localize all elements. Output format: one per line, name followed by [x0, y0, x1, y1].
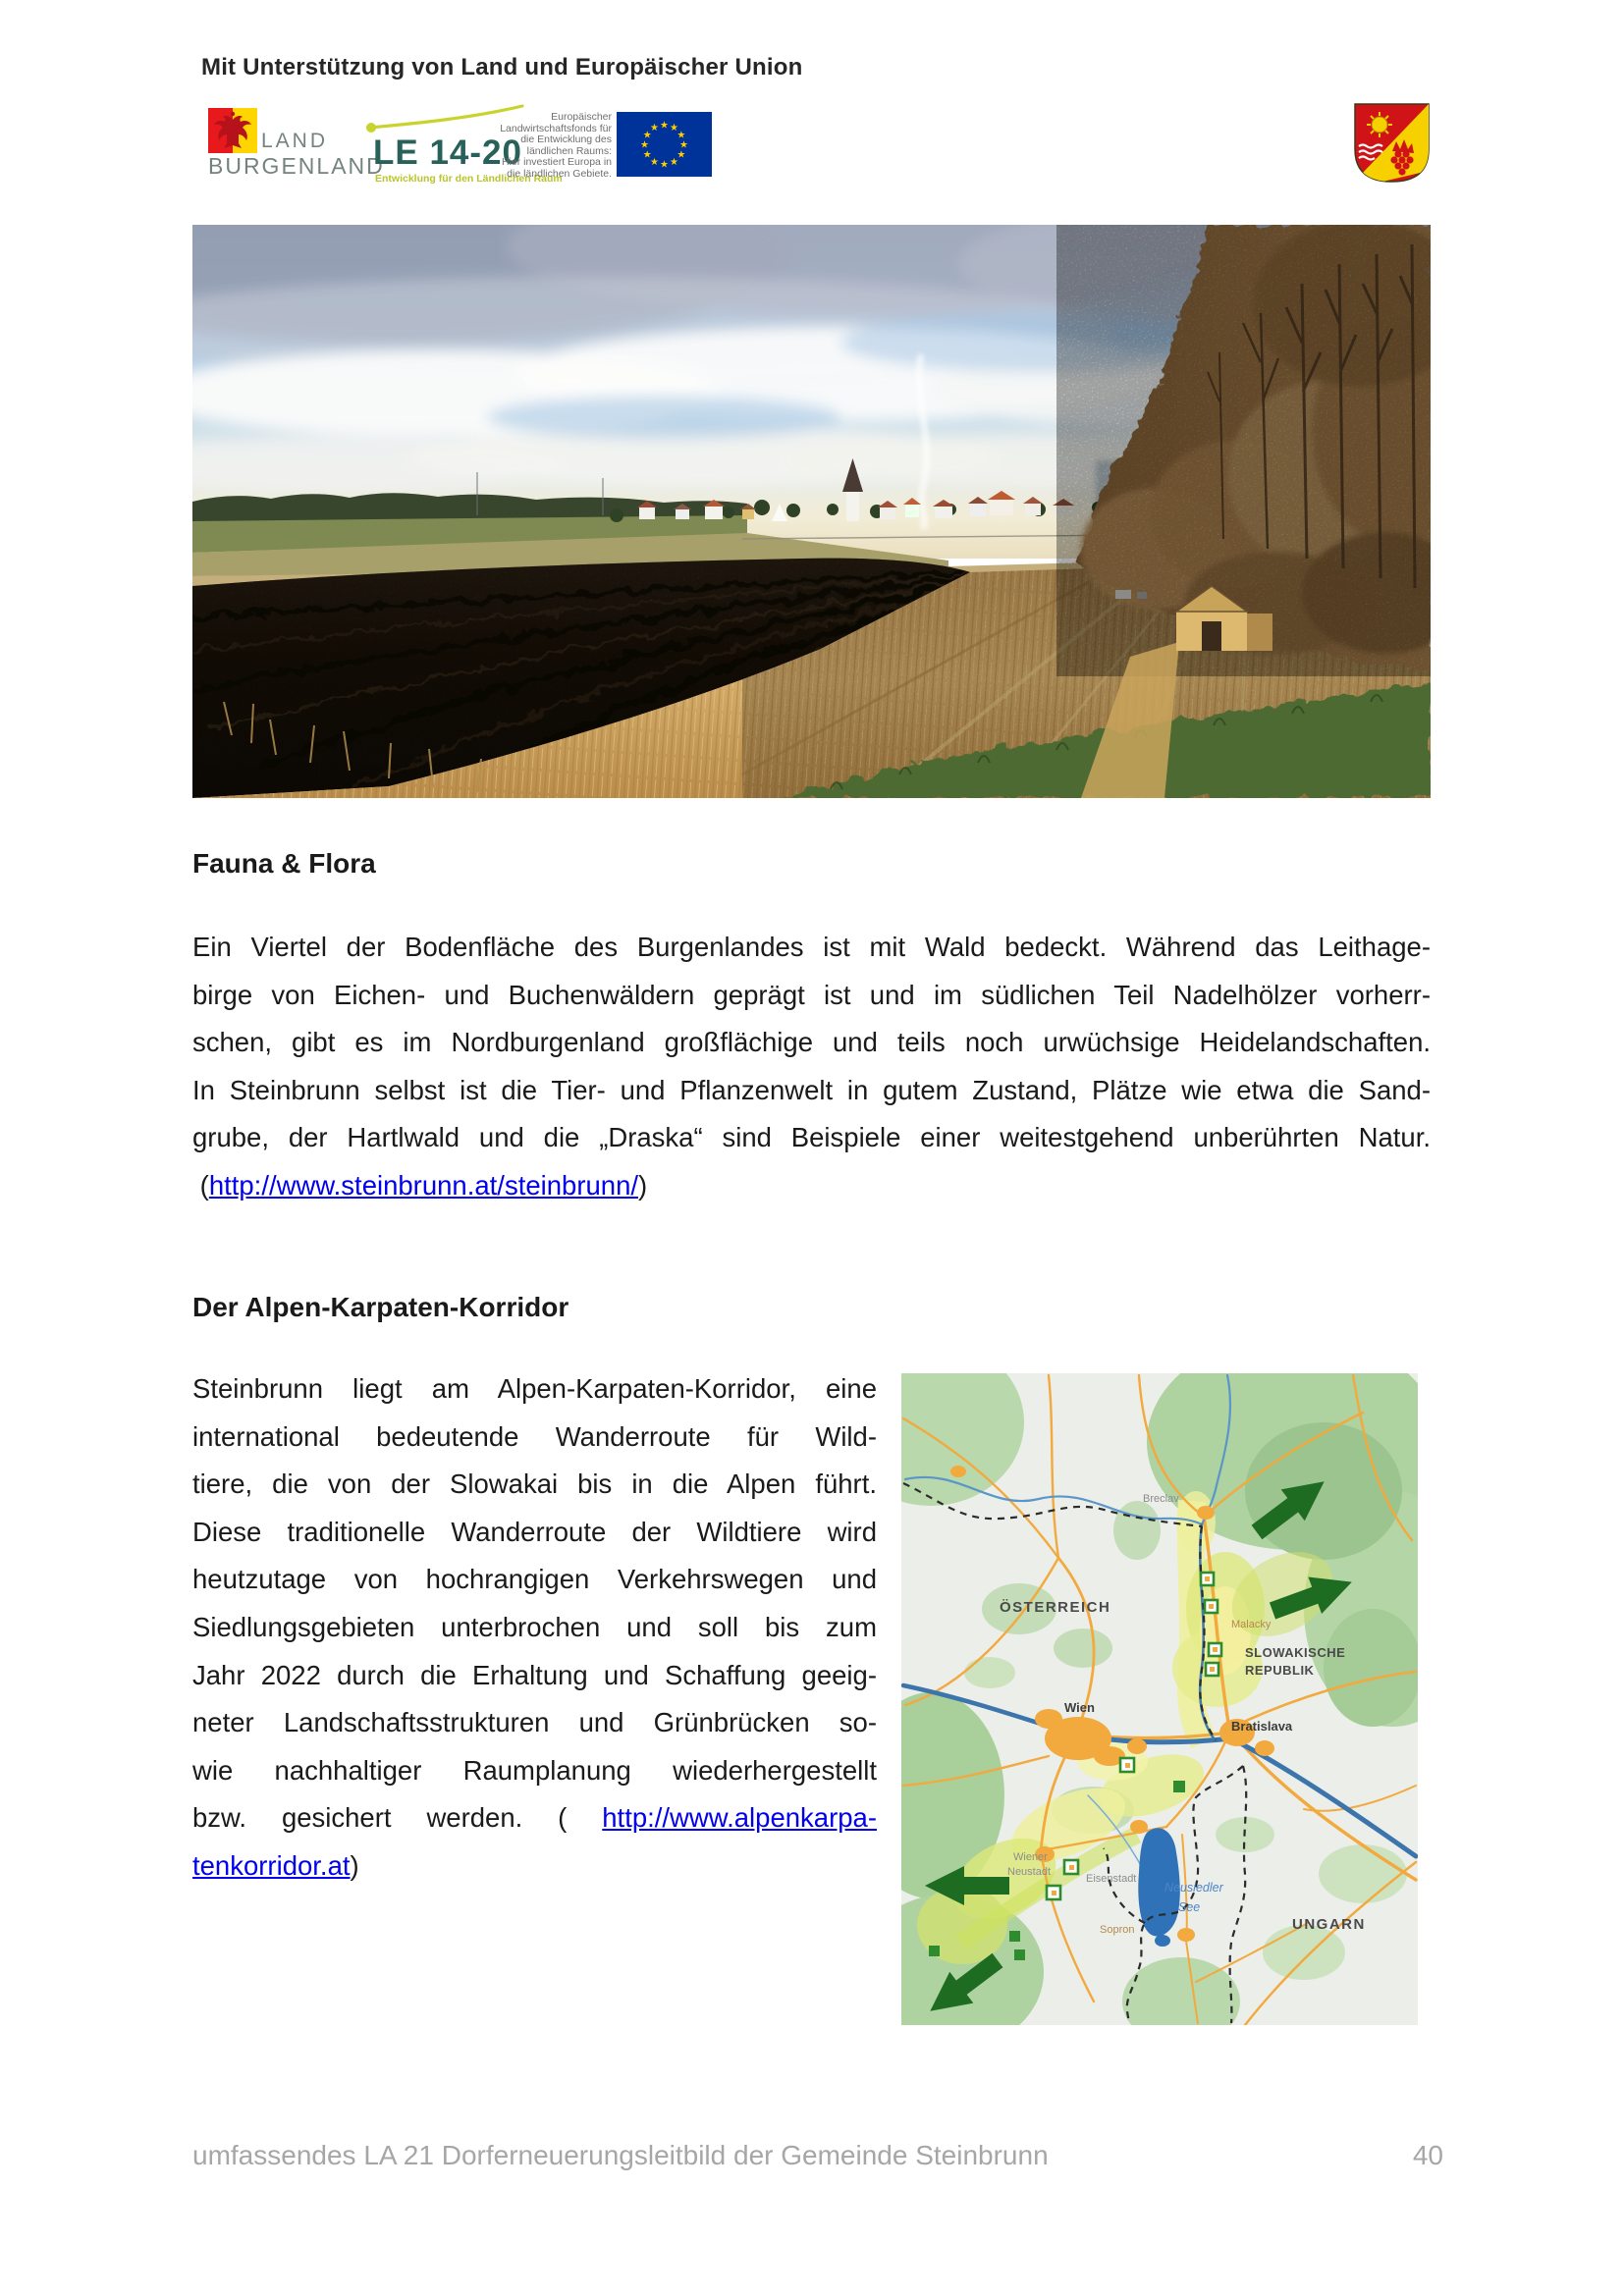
map-label: UNGARN — [1292, 1916, 1366, 1933]
text-segment: die ländlichen Gebiete. — [507, 167, 612, 180]
text-segment: heutzutage von hochrangigen Verkehrswegen und — [192, 1564, 877, 1595]
page-number: 40 — [1412, 2140, 1443, 2170]
text-segment: wie nachhaltiger Raumplanung wiederhergestellt — [192, 1754, 877, 1786]
text-segment: neter Landschaftsstrukturen und Grünbrücken so- — [192, 1707, 877, 1738]
text-line — [192, 1556, 877, 1604]
section-heading-korridor: Der Alpen-Karpaten-Korridor — [192, 1292, 569, 1322]
text-line — [192, 1794, 877, 1842]
steinbrunn-coat-of-arms — [1353, 102, 1431, 185]
eu-fund-text — [455, 112, 612, 180]
map-label: Eisenstadt — [1086, 1873, 1137, 1885]
support-line: Mit Unterstützung von Land und Europäischer Union — [201, 54, 803, 80]
star-icon: ★ — [650, 156, 659, 168]
star-icon: ★ — [660, 120, 669, 132]
star-icon: ★ — [642, 130, 652, 141]
hyperlink[interactable]: tenkorridor.at — [192, 1849, 351, 1881]
map-label: Wiener — [1013, 1851, 1048, 1863]
text-line — [192, 1604, 877, 1652]
hyperlink[interactable]: http://www.alpenkarpa- — [602, 1802, 877, 1834]
text-segment: Ein Viertel der Bodenfläche des Burgenlandes ist mit Wald bedeckt. Während das Leithage- — [192, 932, 1431, 962]
text-line — [192, 1699, 877, 1747]
text-segment: Hier investiert Europa in — [501, 156, 612, 168]
text-line — [192, 1365, 877, 1414]
star-icon: ★ — [642, 149, 652, 161]
star-icon: ★ — [660, 159, 669, 171]
text-segment: ländlichen Raums: — [526, 144, 612, 157]
text-line — [192, 1842, 877, 1891]
text-line — [192, 1019, 1431, 1067]
text-segment: schen, gibt es im Nordburgenland großflächige und teils noch urwüchsige Heidelandschaften. — [192, 1027, 1431, 1058]
le1420-title: LE 14-20 — [373, 133, 522, 172]
text-segment: tiere, die von der Slowakai bis in die Alpen führt. — [192, 1468, 877, 1500]
map-label: REPUBLIK — [1245, 1663, 1315, 1678]
text-segment: birge von Eichen- und Buchenwäldern geprägt ist und im südlichen Teil Nadelhölzer vorherr- — [192, 979, 1431, 1010]
hyperlink[interactable]: http://www.steinbrunn.at/steinbrunn/ — [208, 1169, 639, 1201]
star-icon: ★ — [677, 130, 686, 141]
burgenland-logo-land: LAND — [261, 130, 329, 152]
map-label: SLOWAKISCHE — [1245, 1645, 1346, 1660]
map-label: Neustadt — [1007, 1866, 1052, 1878]
text-segment: Landwirtschaftsfonds für — [500, 122, 612, 134]
eu-flag-icon — [617, 112, 712, 177]
burgenland-flag-logo — [208, 108, 257, 155]
star-icon: ★ — [650, 123, 659, 134]
korridor-paragraph — [192, 1365, 877, 1891]
le1420-subtitle: Entwicklung für den Ländlichen Raum — [375, 173, 563, 185]
text-segment: Diese traditionelle Wanderroute der Wildtiere wird — [192, 1516, 877, 1547]
text-line — [192, 1509, 877, 1557]
star-icon: ★ — [670, 156, 678, 168]
footer-title: umfassendes LA 21 Dorferneuerungsleitbild der Gemeinde Steinbrunn — [192, 2140, 1049, 2170]
text-segment: ( — [192, 1169, 209, 1201]
map-label: Wien — [1064, 1700, 1095, 1715]
page-footer — [192, 2140, 1443, 2171]
text-line — [192, 1461, 877, 1509]
text-segment: grube, der Hartlwald und die „Draska“ sind Beispiele einer weitestgehend unberührten Natur. — [192, 1122, 1431, 1153]
text-segment: bzw. gesichert werden. ( — [192, 1802, 603, 1834]
map-label: Neusiedler — [1164, 1881, 1223, 1895]
text-segment: Steinbrunn liegt am Alpen-Karpaten-Korridor, eine — [192, 1373, 877, 1404]
text-segment: ) — [638, 1169, 648, 1201]
text-segment: Siedlungsgebieten unterbrochen und soll bis zum — [192, 1611, 877, 1642]
fauna-paragraph — [192, 924, 1431, 1210]
corridor-map — [901, 1373, 1418, 2025]
text-segment: Europäischer — [551, 111, 612, 123]
text-line — [192, 1652, 877, 1700]
text-line — [192, 1162, 1431, 1210]
map-label: Bratislava — [1231, 1719, 1293, 1734]
text-line — [192, 1114, 1431, 1162]
text-segment: Jahr 2022 durch die Erhaltung und Schaffung geeig- — [192, 1659, 877, 1690]
burgenland-logo-burgenland: BURGENLAND — [208, 153, 385, 179]
text-line — [455, 169, 612, 181]
text-segment: ) — [350, 1849, 359, 1881]
text-line — [192, 1747, 877, 1795]
text-line — [192, 972, 1431, 1020]
text-line — [192, 924, 1431, 972]
text-line — [192, 1067, 1431, 1115]
map-label: Sopron — [1100, 1924, 1135, 1936]
star-icon: ★ — [670, 123, 678, 134]
landscape-photo — [192, 225, 1431, 798]
map-label: ÖSTERREICH — [1000, 1599, 1111, 1616]
map-label: Breclav — [1143, 1493, 1179, 1505]
star-icon: ★ — [679, 139, 688, 151]
text-segment: international bedeutende Wanderroute für Wild- — [192, 1420, 877, 1452]
star-icon: ★ — [640, 139, 649, 151]
star-icon: ★ — [677, 149, 686, 161]
text-line — [192, 1414, 877, 1462]
map-label: See — [1178, 1900, 1201, 1914]
map-label: Malacky — [1231, 1619, 1272, 1630]
text-segment: In Steinbrunn selbst ist die Tier- und Pflanzenwelt in gutem Zustand, Plätze wie etwa die Sand- — [192, 1074, 1431, 1105]
section-heading-fauna: Fauna & Flora — [192, 848, 376, 879]
text-segment: die Entwicklung des — [520, 133, 612, 145]
